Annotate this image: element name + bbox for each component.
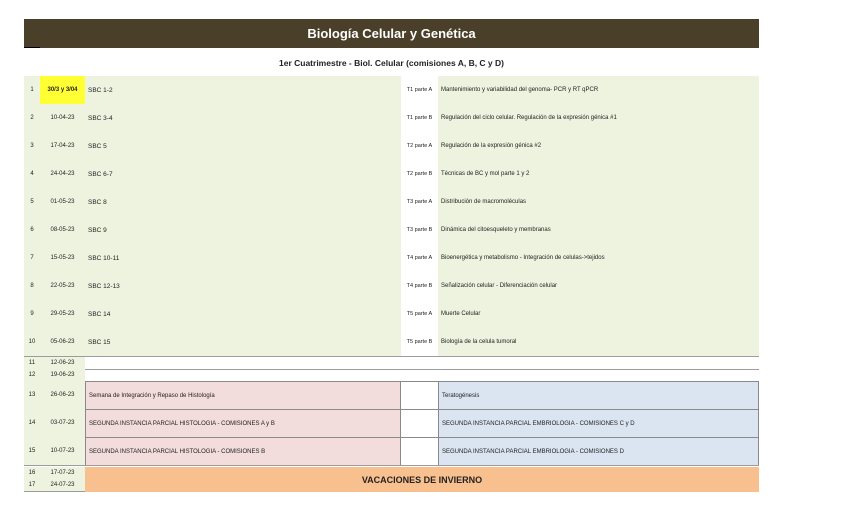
session-part: T1 parte B — [401, 104, 438, 132]
row-date: 10-04-23 — [40, 104, 85, 132]
row-number: 10 — [24, 328, 40, 356]
row-date: 17-07-23 — [40, 467, 85, 479]
row-divider — [24, 356, 759, 357]
row-date: 03-07-23 — [40, 409, 85, 437]
row-number: 13 — [24, 381, 40, 409]
session-code: SBC 14 — [85, 300, 401, 328]
row-number: 6 — [24, 216, 40, 244]
row-divider — [24, 369, 759, 370]
row-date: 01-05-23 — [40, 188, 85, 216]
session-part: T4 parte A — [401, 244, 438, 272]
page-title: Biología Celular y Genética — [24, 19, 759, 48]
session-topic: Mantenimiento y variabilidad del genoma- PCR y RT qPCR — [438, 76, 759, 104]
row-date: 15-05-23 — [40, 244, 85, 272]
session-code: SBC 8 — [85, 188, 401, 216]
session-topic: Dinámica del citoesqueleto y membranas — [438, 216, 759, 244]
row-number: 4 — [24, 160, 40, 188]
spacer-cell — [401, 409, 438, 438]
row-date: 24-07-23 — [40, 479, 85, 491]
session-code: SBC 6-7 — [85, 160, 401, 188]
session-code: SBC 3-4 — [85, 104, 401, 132]
vacation-banner: VACACIONES DE INVIERNO — [85, 467, 759, 492]
row-date: 29-05-23 — [40, 300, 85, 328]
session-part: T1 parte A — [401, 76, 438, 104]
session-topic: Distribución de macromoléculas — [438, 188, 759, 216]
embryology-cell: SEGUNDA INSTANCIA PARCIAL EMBRIOLOGIA - COMISIONES D — [438, 437, 759, 466]
row-date: 10-07-23 — [40, 437, 85, 465]
row-number: 2 — [24, 104, 40, 132]
row-date: 08-05-23 — [40, 216, 85, 244]
row-date: 05-06-23 — [40, 328, 85, 356]
session-part: T3 parte A — [401, 188, 438, 216]
session-part: T2 parte A — [401, 132, 438, 160]
session-topic: Muerte Celular — [438, 300, 759, 328]
histology-cell: SEGUNDA INSTANCIA PARCIAL HISTOLOGIA - COMISIONES B — [85, 437, 401, 466]
row-date: 19-06-23 — [40, 369, 85, 381]
session-part: T5 parte B — [401, 328, 438, 356]
row-date: 22-05-23 — [40, 272, 85, 300]
histology-cell: Semana de Integración y Repaso de Histología — [85, 381, 401, 410]
session-topic: Regulación del ciclo celular. Regulación de la expresión génica #1 — [438, 104, 759, 132]
spacer-cell — [401, 437, 438, 466]
session-part: T2 parte B — [401, 160, 438, 188]
session-code: SBC 9 — [85, 216, 401, 244]
row-date: 24-04-23 — [40, 160, 85, 188]
session-topic: Biología de la celula tumoral — [438, 328, 759, 356]
row-number: 15 — [24, 437, 40, 465]
row-date: 30/3 y 3/04 — [40, 76, 85, 104]
row-date: 26-06-23 — [40, 381, 85, 409]
row-number: 5 — [24, 188, 40, 216]
session-code: SBC 10-11 — [85, 244, 401, 272]
row-date: 17-04-23 — [40, 132, 85, 160]
spacer-cell — [401, 381, 438, 410]
row-number: 16 — [24, 467, 40, 479]
session-code: SBC 15 — [85, 328, 401, 356]
session-topic: Regulación de la expresión génica #2 — [438, 132, 759, 160]
page-subtitle: 1er Cuatrimestre - Biol. Celular (comisiones A, B, C y D) — [279, 58, 504, 68]
row-divider — [24, 465, 759, 466]
row-number: 12 — [24, 369, 40, 381]
row-number: 7 — [24, 244, 40, 272]
row-number: 1 — [24, 76, 40, 104]
session-topic: Señalización celular - Diferenciación celular — [438, 272, 759, 300]
session-topic: Bioenergética y metabolismo - Integración de celulas->tejidos — [438, 244, 759, 272]
session-part: T4 parte B — [401, 272, 438, 300]
row-number: 17 — [24, 479, 40, 491]
session-part: T5 parte A — [401, 300, 438, 328]
embryology-cell: SEGUNDA INSTANCIA PARCIAL EMBRIOLOGIA - COMISIONES C y D — [438, 409, 759, 438]
session-topic: Técnicas de BC y mol parte 1 y 2 — [438, 160, 759, 188]
session-code: SBC 12-13 — [85, 272, 401, 300]
session-part: T3 parte B — [401, 216, 438, 244]
title-divider — [24, 47, 40, 48]
row-number: 11 — [24, 357, 40, 369]
row-number: 8 — [24, 272, 40, 300]
row-number: 3 — [24, 132, 40, 160]
session-code: SBC 5 — [85, 132, 401, 160]
row-date: 12-06-23 — [40, 357, 85, 369]
histology-cell: SEGUNDA INSTANCIA PARCIAL HISTOLOGIA - COMISIONES A y B — [85, 409, 401, 438]
row-number: 9 — [24, 300, 40, 328]
row-number: 14 — [24, 409, 40, 437]
embryology-cell: Teratogénesis — [438, 381, 759, 410]
session-code: SBC 1-2 — [85, 76, 401, 104]
